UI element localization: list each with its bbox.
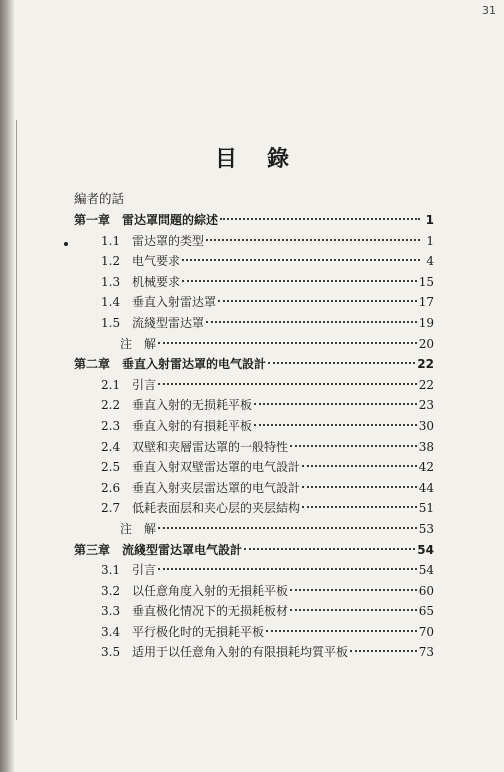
toc-page-number: 20 [418, 336, 434, 351]
toc-page-number: 53 [418, 521, 434, 536]
table-of-contents [74, 187, 434, 664]
toc-page-number: 73 [418, 645, 434, 660]
toc-entry-number: 2.3 [101, 418, 121, 433]
toc-entry-number: 1.2 [101, 254, 121, 269]
toc-dot-leader [182, 280, 417, 282]
toc-section-row [74, 417, 434, 438]
toc-page-number: 22 [418, 377, 434, 392]
toc-page-number: 44 [418, 480, 434, 495]
toc-dot-leader [158, 568, 417, 570]
toc-entry-title: 注 解 [120, 336, 157, 351]
toc-entries [74, 211, 434, 664]
toc-section-row [74, 273, 434, 294]
toc-dot-leader [158, 342, 417, 344]
toc-page-number: 1 [425, 213, 434, 227]
toc-entry-number: 1.1 [101, 233, 121, 248]
toc-entry-number: 2.4 [101, 439, 121, 454]
toc-page-number: 65 [418, 604, 434, 619]
toc-page-number: 54 [417, 542, 434, 557]
toc-dot-leader [218, 300, 417, 302]
toc-section-row [74, 293, 434, 314]
toc-page-number: 1 [426, 233, 434, 248]
toc-dot-leader [158, 527, 417, 529]
toc-page-number: 38 [418, 439, 434, 454]
toc-dot-leader [254, 403, 417, 405]
toc-dot-leader [158, 383, 417, 385]
toc-dot-leader [302, 486, 417, 488]
toc-section-row [74, 232, 434, 253]
toc-page-number: 30 [418, 418, 434, 433]
toc-entry-title: 垂直入射的无损耗平板 [132, 398, 253, 413]
toc-dot-leader [290, 445, 417, 447]
binding-shadow-line [16, 120, 17, 720]
toc-entry-title: 雷达罩問題的綜述 [122, 213, 219, 227]
toc-entry-title: 垂直极化情况下的无损耗板材 [132, 604, 289, 619]
toc-entry-number: 3.3 [101, 604, 121, 619]
toc-entry-number: 2.7 [101, 501, 121, 516]
toc-dot-leader [254, 424, 417, 426]
toc-dot-leader [302, 506, 417, 508]
toc-section-row [74, 396, 434, 417]
toc-dot-leader [244, 548, 415, 550]
toc-page-number: 22 [417, 357, 434, 372]
toc-dot-leader [220, 218, 420, 220]
ink-dot [64, 242, 68, 246]
toc-entry-number: 3.5 [101, 645, 121, 660]
toc-section-row [74, 438, 434, 459]
toc-dot-leader [266, 630, 417, 632]
toc-page-number: 15 [418, 274, 434, 289]
toc-section-row [74, 643, 434, 664]
toc-entry-number: 1.4 [101, 295, 121, 310]
toc-entry-number: 3.4 [101, 624, 121, 639]
book-binding-edge [0, 0, 14, 772]
toc-entry-title: 垂直入射的有損耗平板 [132, 418, 253, 433]
toc-entry-title: 平行极化时的无損耗平板 [132, 624, 265, 639]
toc-page-number: 17 [418, 295, 434, 310]
toc-entry-title: 引言 [132, 563, 157, 578]
toc-entry-title: 低耗表面层和夹心层的夹层結构 [132, 501, 301, 516]
toc-entry-number: 1.3 [101, 274, 121, 289]
toc-entry-title: 垂直入射雷达罩的电气設計 [122, 357, 267, 372]
toc-section-row [74, 582, 434, 603]
toc-entry-number: 第三章 [74, 542, 111, 557]
toc-dot-leader [206, 239, 420, 241]
toc-entry-number: 3.2 [101, 583, 121, 598]
toc-entry-title: 雷达罩的类型 [132, 233, 205, 248]
toc-entry-title: 流綫型雷达罩电气設計 [122, 542, 243, 557]
toc-entry-title: 以任意角度入射的无損耗平板 [132, 583, 289, 598]
toc-section-row [74, 252, 434, 273]
toc-entry-title: 适用于以任意角入射的有限損耗均質平板 [132, 645, 349, 660]
toc-entry-number: 2.5 [101, 460, 121, 475]
toc-entry-title: 垂直入射夹层雷达罩的电气設計 [132, 480, 301, 495]
toc-entry-title: 垂直入射雷达罩 [132, 295, 217, 310]
toc-entry-number: 2.6 [101, 480, 121, 495]
toc-dot-leader [290, 589, 417, 591]
toc-page-number: 23 [418, 398, 434, 413]
toc-section-row [74, 602, 434, 623]
toc-entry-number: 3.1 [101, 563, 121, 578]
toc-dot-leader [290, 609, 417, 611]
toc-entry-title: 电气要求 [132, 254, 181, 269]
toc-entry-title: 垂直入射双壁雷达罩的电气設計 [132, 460, 301, 475]
toc-page-number: 70 [418, 624, 434, 639]
toc-dot-leader [302, 465, 417, 467]
toc-preface: 編者的話 [74, 191, 125, 206]
toc-dot-leader [350, 650, 417, 652]
toc-section-row [74, 376, 434, 397]
toc-page-number: 42 [418, 460, 434, 475]
toc-page-number: 4 [426, 254, 434, 269]
corner-page-mark: 31 [482, 4, 496, 17]
toc-section-row [74, 623, 434, 644]
toc-entry-title: 流綫型雷达罩 [132, 315, 205, 330]
toc-chapter-row [74, 211, 434, 232]
page-title: 目錄 [214, 147, 319, 172]
toc-section-row [74, 499, 434, 520]
toc-page-number: 60 [418, 583, 434, 598]
toc-note-row [74, 335, 434, 356]
toc-section-row [74, 561, 434, 582]
toc-entry-title: 双壁和夹層雷达罩的一般特性 [132, 439, 289, 454]
toc-dot-leader [268, 362, 415, 364]
toc-entry-number: 第一章 [74, 213, 111, 227]
toc-note-row [74, 520, 434, 541]
toc-entry-number: 2.2 [101, 398, 121, 413]
toc-section-row [74, 314, 434, 335]
toc-chapter-row [74, 355, 434, 376]
toc-entry-title: 机械要求 [132, 274, 181, 289]
toc-entry-number: 1.5 [101, 315, 121, 330]
toc-entry-number: 2.1 [101, 377, 121, 392]
toc-entry-title: 注 解 [120, 521, 157, 536]
toc-section-row [74, 479, 434, 500]
toc-dot-leader [206, 321, 417, 323]
toc-chapter-row [74, 541, 434, 562]
toc-dot-leader [182, 259, 420, 261]
toc-page-number: 19 [418, 315, 434, 330]
toc-section-row [74, 458, 434, 479]
toc-page-number: 51 [418, 501, 434, 516]
toc-entry-number: 第二章 [74, 357, 111, 372]
toc-page-number: 54 [418, 563, 434, 578]
toc-entry-title: 引言 [132, 377, 157, 392]
